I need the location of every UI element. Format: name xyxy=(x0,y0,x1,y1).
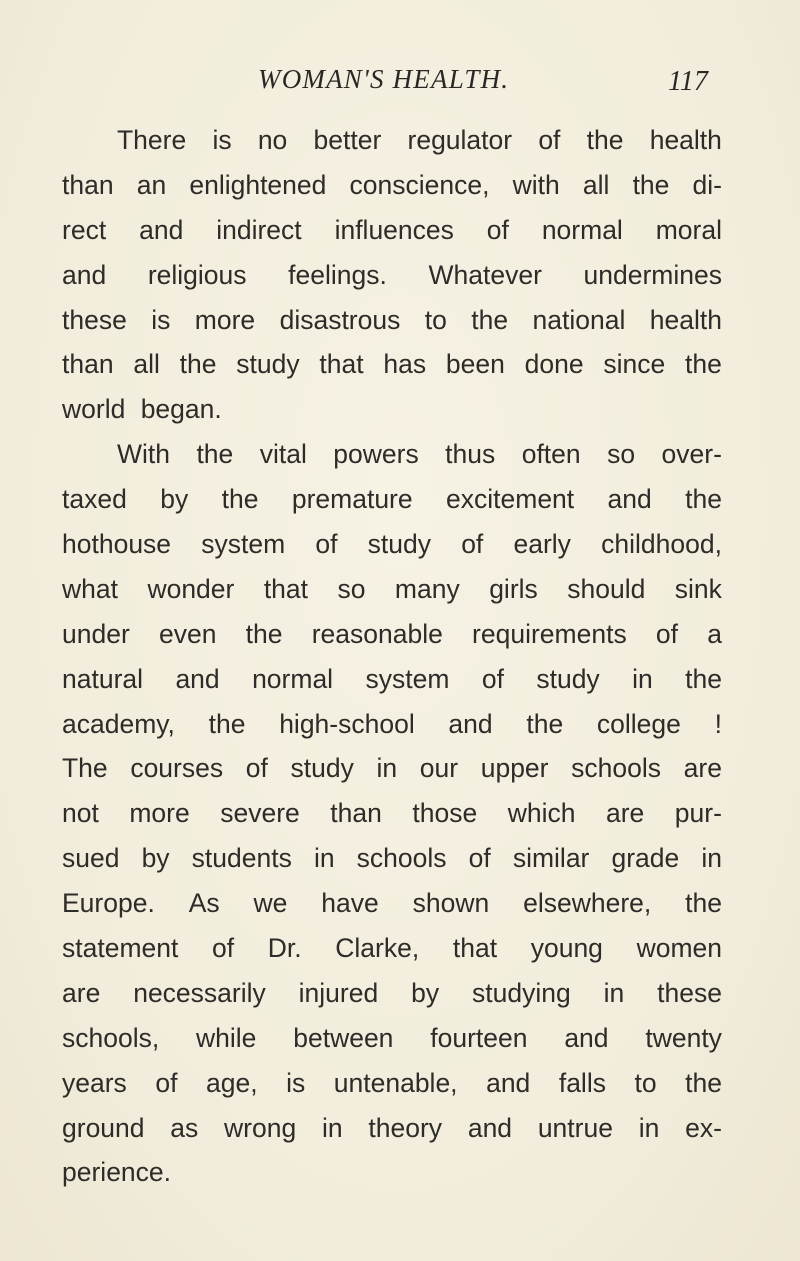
word: young xyxy=(530,933,603,964)
word: system xyxy=(201,529,286,560)
word: the xyxy=(685,349,722,380)
word: while xyxy=(196,1022,257,1053)
word: than xyxy=(62,169,114,200)
word: the xyxy=(685,663,722,694)
word: indirect xyxy=(216,214,302,245)
word: health xyxy=(649,125,722,155)
word: been xyxy=(445,349,505,380)
word: all xyxy=(582,169,610,200)
text-line xyxy=(62,342,722,387)
word: all xyxy=(133,349,160,380)
word: of xyxy=(315,529,338,560)
word: many xyxy=(394,573,460,604)
word: of xyxy=(481,663,504,694)
word: excitement xyxy=(446,484,575,515)
word: statement xyxy=(62,933,179,964)
word: Clarke, xyxy=(335,933,420,964)
word: feelings. xyxy=(288,259,387,290)
word: than xyxy=(62,349,114,380)
word: severe xyxy=(220,798,300,829)
word: since xyxy=(603,349,666,380)
word: in xyxy=(322,1112,343,1143)
word: girls xyxy=(489,573,538,604)
word: in xyxy=(603,977,625,1008)
word: schools, xyxy=(62,1022,160,1053)
word: of xyxy=(538,125,561,155)
word: than xyxy=(330,798,382,829)
text-line xyxy=(62,208,722,253)
running-title: WOMAN'S HEALTH. xyxy=(258,64,510,94)
text-line xyxy=(62,163,722,208)
word: often xyxy=(521,439,581,470)
word: undermines xyxy=(583,259,722,290)
word: done xyxy=(524,349,584,380)
word: courses xyxy=(130,753,224,784)
word: in xyxy=(313,843,335,874)
word: our xyxy=(419,753,459,784)
word: the xyxy=(685,1067,722,1098)
word: Dr. xyxy=(267,933,302,964)
word: and xyxy=(139,214,184,245)
word: pur- xyxy=(674,798,722,829)
text-line xyxy=(62,926,722,971)
word: by xyxy=(411,977,440,1008)
word: There xyxy=(117,125,187,155)
word: even xyxy=(158,618,217,649)
word: the xyxy=(586,125,624,155)
word: is xyxy=(212,125,232,155)
word: in xyxy=(638,1112,660,1143)
word: are xyxy=(62,977,101,1008)
text-line xyxy=(62,1016,722,1061)
word: the xyxy=(632,169,670,200)
word: and xyxy=(486,1067,531,1098)
word: as xyxy=(170,1112,199,1143)
word: college xyxy=(596,708,681,739)
page-number: 117 xyxy=(668,66,708,97)
word: academy, xyxy=(62,708,175,739)
word: premature xyxy=(291,484,413,515)
word: of xyxy=(155,1067,178,1098)
word: is xyxy=(151,304,171,335)
word: is xyxy=(286,1067,306,1098)
word: taxed xyxy=(62,484,127,515)
text-line xyxy=(62,432,722,477)
text-line xyxy=(62,477,722,522)
word: sink xyxy=(674,573,722,604)
word: di- xyxy=(692,169,722,200)
word: age, xyxy=(205,1067,258,1098)
word: no xyxy=(257,125,288,155)
word: upper xyxy=(480,753,549,784)
word: moral xyxy=(655,214,722,245)
word: an xyxy=(136,169,167,200)
word: and xyxy=(448,708,493,739)
word: so xyxy=(607,439,636,470)
word: national xyxy=(532,304,626,335)
word: those xyxy=(412,798,478,829)
word: high-school xyxy=(279,708,415,739)
word: should xyxy=(567,573,646,604)
word: and xyxy=(175,663,220,694)
word: in xyxy=(701,843,722,874)
word: over- xyxy=(661,439,722,470)
text-line: perience. xyxy=(62,1157,172,1188)
word: thus xyxy=(445,439,496,470)
word: with xyxy=(512,169,560,200)
word: grade xyxy=(611,843,680,874)
word: Whatever xyxy=(428,259,542,290)
word: and xyxy=(564,1022,609,1053)
word: so xyxy=(337,573,366,604)
word: of xyxy=(245,753,268,784)
word: the xyxy=(685,484,722,515)
word: twenty xyxy=(645,1022,722,1053)
word: more xyxy=(129,798,190,829)
word: untenable, xyxy=(333,1067,458,1098)
word: of xyxy=(461,529,484,560)
word: a xyxy=(707,618,722,649)
word: years xyxy=(62,1067,127,1098)
word: not xyxy=(62,798,99,829)
text-line xyxy=(62,118,722,163)
word: are xyxy=(605,798,645,829)
word: that xyxy=(263,573,309,604)
word: ex- xyxy=(685,1112,722,1143)
word: the xyxy=(685,888,722,919)
word: wonder xyxy=(147,573,235,604)
word: have xyxy=(321,888,379,919)
word: study xyxy=(290,753,354,784)
word: the xyxy=(179,349,217,380)
word: As xyxy=(188,888,220,919)
word: more xyxy=(194,304,256,335)
word: of xyxy=(655,618,679,649)
word: the xyxy=(471,304,509,335)
word: are xyxy=(683,753,722,784)
page-header xyxy=(0,64,800,104)
word: childhood, xyxy=(601,529,722,560)
word: requirements xyxy=(472,618,627,649)
word: The xyxy=(62,753,108,784)
word: normal xyxy=(252,663,334,694)
text-line xyxy=(62,1106,722,1151)
word: health xyxy=(649,304,722,335)
word: and xyxy=(62,259,107,290)
word: under xyxy=(62,618,130,649)
word: untrue xyxy=(537,1112,613,1143)
word: influences xyxy=(334,214,454,245)
text-line xyxy=(62,971,722,1016)
word: similar xyxy=(512,843,590,874)
word: the xyxy=(196,439,234,470)
word: necessarily xyxy=(133,977,266,1008)
word: that xyxy=(319,349,364,380)
text-line xyxy=(62,881,722,926)
word: we xyxy=(253,888,288,919)
word: enlightened xyxy=(189,169,327,200)
word: normal xyxy=(541,214,623,245)
word: early xyxy=(513,529,571,560)
word: ground xyxy=(62,1112,145,1143)
word: women xyxy=(636,933,722,964)
text-line xyxy=(62,298,722,343)
text-line xyxy=(62,612,722,657)
word: powers xyxy=(333,439,419,470)
body-text xyxy=(62,118,722,1195)
word: schools xyxy=(356,843,447,874)
word: rect xyxy=(62,214,107,245)
word: study xyxy=(536,663,600,694)
word: study xyxy=(367,529,431,560)
word: shown xyxy=(412,888,490,919)
word: elsewhere, xyxy=(523,888,652,919)
word: by xyxy=(141,843,170,874)
word: reasonable xyxy=(311,618,443,649)
text-line xyxy=(62,1061,722,1106)
word: the xyxy=(208,708,246,739)
word: of xyxy=(212,933,235,964)
word: falls xyxy=(558,1067,606,1098)
word: of xyxy=(486,214,509,245)
word: religious xyxy=(147,259,247,290)
text-line xyxy=(62,702,722,747)
word: wrong xyxy=(224,1112,297,1143)
word: students xyxy=(191,843,292,874)
word: these xyxy=(62,304,127,335)
word: to xyxy=(634,1067,657,1098)
word: has xyxy=(383,349,427,380)
word: Europe. xyxy=(62,888,155,919)
text-line xyxy=(62,657,722,702)
word: injured xyxy=(298,977,379,1008)
word: hothouse xyxy=(62,529,172,560)
word: that xyxy=(452,933,498,964)
word: of xyxy=(468,843,491,874)
word: which xyxy=(507,798,576,829)
word: vital xyxy=(259,439,307,470)
word: and xyxy=(467,1112,513,1143)
word: conscience, xyxy=(349,169,490,200)
word: disastrous xyxy=(279,304,401,335)
word: study xyxy=(236,349,300,380)
word: the xyxy=(221,484,259,515)
text-line: world began. xyxy=(62,394,222,425)
text-line xyxy=(62,746,722,791)
word: theory xyxy=(368,1112,443,1143)
word: With xyxy=(117,439,170,470)
word: the xyxy=(245,618,283,649)
word: in xyxy=(632,663,653,694)
word: and xyxy=(607,484,652,515)
word: schools xyxy=(571,753,661,784)
word: to xyxy=(424,304,447,335)
word: studying xyxy=(472,977,571,1008)
word: the xyxy=(526,708,564,739)
word: fourteen xyxy=(430,1022,528,1053)
word: natural xyxy=(62,663,144,694)
text-line xyxy=(62,567,722,612)
word: sued xyxy=(62,843,120,874)
word: these xyxy=(657,977,722,1008)
word: by xyxy=(160,484,189,515)
word: regulator xyxy=(407,125,513,155)
word: what xyxy=(62,573,118,604)
word: ! xyxy=(714,708,722,739)
text-line xyxy=(62,836,722,881)
word: system xyxy=(365,663,450,694)
word: between xyxy=(293,1022,394,1053)
text-line xyxy=(62,791,722,836)
word: in xyxy=(376,753,398,784)
word: better xyxy=(313,125,382,155)
text-line xyxy=(62,522,722,567)
text-line xyxy=(62,253,722,298)
